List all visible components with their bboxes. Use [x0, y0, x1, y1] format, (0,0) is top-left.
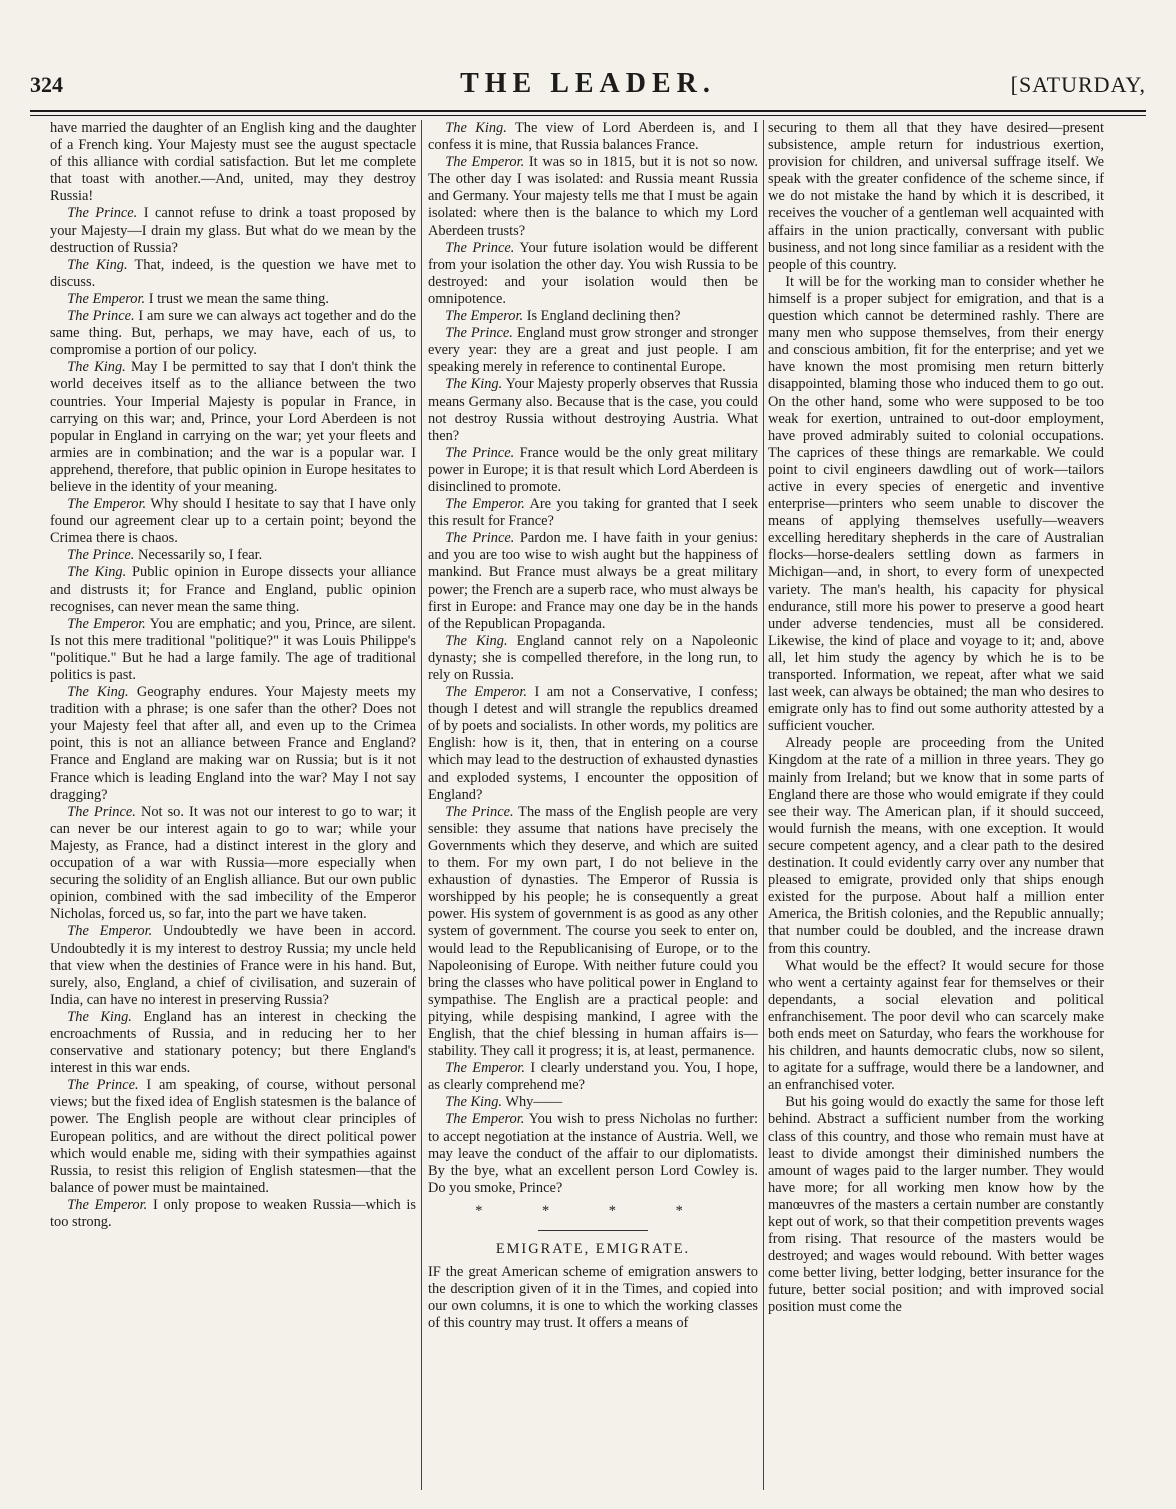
paragraph	[428, 240, 758, 308]
speaker-name: The King.	[67, 564, 127, 581]
paragraph	[50, 291, 416, 308]
speaker-name: The Prince.	[67, 308, 135, 325]
paragraph	[428, 325, 758, 376]
paragraph	[50, 1077, 416, 1197]
speaker-name: The Emperor.	[67, 1196, 148, 1213]
paragraph	[428, 530, 758, 633]
section-stars: * * * *	[475, 1202, 711, 1219]
paragraph-text: Geography endures. Your Majesty meets my tradition with a phrase; is one safer than the other? Does not your Majesty feel that after all, and even up to the Crimea point, this is not an alliance between France and England? France and England are making war on Russia; but is it not France which is leading England into the war? May I not say dragging?	[50, 684, 416, 803]
paragraph-text: Your Majesty properly observes that Russia means Germany also. Because that is the case, you could not destroy Russia without destroying Austria. What then?	[428, 376, 758, 444]
paragraph	[428, 445, 758, 496]
paragraph	[50, 359, 416, 496]
paragraph-text: I am not a Conservative, I confess; though I detest and will strangle the republics dreamed of by poets and socialists. In other words, my politics are English: how is it, then, that in entering on a course which may lead to the destruction of exhausted dynasties and exploded systems, I encounter the opposition of England?	[428, 684, 758, 803]
paragraph-text: England has an interest in checking the encroachments of Russia, and in reducing her to her conservative and stationary potency; but there England's interest in this war ends.	[50, 1008, 416, 1077]
column-divider	[421, 120, 422, 1490]
paragraph-text: It will be for the working man to consider whether he himself is a proper subject for emigration, and that is a question which cannot be determined rashly. There are many men who suppose themselves, from their energy and conscious ambition, fit for the enterprise; and yet we have known the most promising men return bitterly disappointed, blaming those who induced them to go out. On the other hand, some who were supposed to be too weak for exertion, untrained to out-door employment, have proved admirably suited to colonial occupations. The caprices of these things are remarkable. We could point to civil engineers dawdling out of work—tailors active in every species of energetic and inventive enterprise—printers who seem unable to discover the means of applying themselves usefully—weavers excelling hereditary shepherds in the care of Australian flocks—horse-dealers settling down as farmers in Michigan—and, in short, to every form of unexpected variety. The man's health, his capacity for physical endurance, still more his power to preserve a good heart under adverse tendencies, must all be considered. Likewise, the kind of place and voyage to it; and, above all, let him study the agency by which he is to be transported. Information, we repeat, after what we said last week, can always be obtained; the man who desires to emigrate only has to find out some authority attested by a sufficient voucher.	[768, 273, 1104, 735]
speaker-name: The King.	[445, 120, 507, 136]
speaker-name: The King.	[445, 1094, 503, 1111]
speaker-name: The Prince.	[67, 803, 136, 820]
speaker-name: The Emperor.	[445, 1060, 525, 1077]
article-heading: EMIGRATE, EMIGRATE.	[495, 1241, 691, 1257]
paragraph-text: Undoubtedly we have been in accord. Undoubtedly it is my interest to destroy Russia; my uncle held that view when the destinies of France were in his hand. But, surely, also, England, a chief of civilisation, and suzerain of India, can have no interest in preserving Russia?	[50, 923, 416, 1008]
paragraph-text: I clearly understand you. You, I hope, as clearly comprehend me?	[428, 1060, 758, 1094]
paragraph-text: I am speaking, of course, without personal views; but the fixed idea of English statesmen is the balance of power. The English people are without clear principles of European politics, and are without the direct political power which would enable me, siding with their sympathies against Russia, to resist this religion of English statesmen—that the balance of power must be maintained.	[50, 1077, 416, 1196]
speaker-name: The Prince.	[445, 444, 515, 461]
paragraph	[50, 547, 416, 564]
paragraph-text: I trust we mean the same thing.	[148, 290, 329, 307]
paragraph-text: France would be the only great military power in Europe; it is that result which Lord Aberdeen is disinclined to promote.	[428, 444, 758, 495]
paragraph-text: Pardon me. I have faith in your genius: and you are too wise to wish aught but the happiness of mankind. But France must always be a great military power; the French are a superb race, who must always be first in Europe: and France may one day be in the hands of the Republican Propaganda.	[428, 530, 758, 632]
speaker-name: The Prince.	[445, 325, 513, 342]
paragraph	[428, 633, 758, 684]
speaker-name: The Emperor.	[445, 684, 527, 701]
paragraph	[50, 120, 416, 205]
paragraph	[428, 1111, 758, 1196]
speaker-name: The Prince.	[67, 1077, 139, 1094]
issue-day: [SATURDAY,	[1010, 72, 1146, 97]
paragraph-text: What would be the effect? It would secure for those who went a certainty against fear for themselves or their dependants, a social elevation and political enfranchisement. The poor devil who can scarcely make both ends meet on Saturday, who fears the workhouse for his children, and haunts democratic clubs, now so silent, to agitate for a suffrage, would there be a landowner, and an enfranchised voter.	[768, 957, 1104, 1094]
paragraph-text: Why should I hesitate to say that I have only found our agreement clear up to a certain point; beyond the Crimea there is chaos.	[50, 496, 416, 547]
column-divider	[763, 120, 764, 1490]
paragraph	[428, 804, 758, 1060]
paragraph	[50, 564, 416, 615]
speaker-name: The Emperor.	[445, 496, 525, 513]
paragraph	[50, 257, 416, 291]
section-rule	[538, 1230, 648, 1231]
paragraph-text: securing to them all that they have desired—present subsistence, ample return for industrious exertion, provision for children, and universal suffrage itself. We speak with the greater confidence of the scheme since, if we do not mistake the hand by which it is described, it receives the voucher of a gentleman well acquainted with affairs in the union practically, conversant with public business, and not long since familiar as a resident with the people of this country.	[768, 120, 1104, 273]
speaker-name: The Prince.	[445, 803, 514, 820]
speaker-name: The Emperor.	[445, 154, 525, 171]
paragraph-text: Your future isolation would be different from your isolation the other day. You wish Russia to be destroyed: and your isolation would then be omnipotence.	[428, 239, 758, 307]
paragraph-text: You wish to press Nicholas no further: to accept negotiation at the instance of Austria. Well, we may leave the conduct of the affair to our diplomatists. By the bye, what an excellent person Lord Cowley is. Do you smoke, Prince?	[428, 1111, 758, 1196]
paragraph	[768, 958, 1104, 1095]
paragraph	[50, 1009, 416, 1077]
paragraph	[50, 308, 416, 359]
paragraph-text: You are emphatic; and you, Prince, are silent. Is not this mere traditional "politique?" it was Louis Philippe's "politique." But he had a large family. The age of traditional politics is past.	[50, 615, 416, 683]
paragraph-text: Is England declining then?	[526, 308, 681, 325]
paragraph	[50, 684, 416, 804]
paragraph-text: Not so. It was not our interest to go to war; it can never be our interest again to go to war; while your Majesty, as France, had a distinct interest in the glory and occupation of a war with Russia—more especially when securing the solidity of an English alliance. But our own public opinion, combined with the sad imbecility of the Emperor Nicholas, forced us, so far, into the part we have taken.	[50, 803, 416, 923]
speaker-name: The King.	[445, 632, 508, 649]
header-rule	[30, 110, 1146, 112]
paragraph-text: But his going would do exactly the same for those left behind. Abstract a sufficient number from the working class of this country, and those who remain must have at least to divide amongst their diminished numbers the amount of wages paid to the larger number. They would have more; for all working men know how by the manœuvres of the masters a certain number are constantly kept out of work, so that their competition prevents wages from rising. That resource of the masters would be destroyed; and wages would rebound. With better wages come better living, better lodging, better insurance for the future, better social position; and with improved social position must come the	[768, 1094, 1104, 1316]
paragraph-text: I only propose to weaken Russia—which is too strong.	[50, 1196, 416, 1230]
speaker-name: The Prince.	[67, 547, 135, 564]
paragraph-text: England cannot rely on a Napoleonic dynasty; she is compelled therefore, in the long run, to rely on Russia.	[428, 632, 758, 683]
paragraph	[768, 735, 1104, 957]
speaker-name: The King.	[67, 359, 126, 376]
paragraph	[428, 496, 758, 530]
speaker-name: The Emperor.	[67, 615, 146, 632]
paragraph	[428, 1094, 758, 1111]
paragraph-text: Already people are proceeding from the United Kingdom at the rate of a million in three years. They go mainly from Ireland; but we know that in some parts of England there are those who would emigrate if they could see their way. The American plan, if it should succeed, would furnish the means, with one exception. It would secure competent agency, and a clear path to the desired destination. It could evidently carry over any number that pleased to emigrate, provided only that ships enough existed for the purpose. About half a million enter America, the British colonies, and the Republic annually; that number could be doubled, and the increase drawn from this country.	[768, 735, 1104, 957]
paragraph-text: Why——	[505, 1094, 563, 1111]
paragraph-text: May I be permitted to say that I don't think the world deceives itself as to the alliance between the two countries. Your Imperial Majesty is popular in France, in carrying on this war; and, Prince, your Lord Aberdeen is not popular in England in carrying on the war; yet your fleets and armies are in combination; and the war is a popular war. I apprehend, therefore, that public opinion in Europe hesitates to believe in the identity of your meaning.	[50, 359, 416, 495]
paragraph	[428, 1060, 758, 1094]
header-rule-thin	[30, 115, 1146, 116]
paragraph-text: Are you taking for granted that I seek this result for France?	[428, 496, 758, 530]
speaker-name: The Emperor.	[67, 923, 153, 940]
speaker-name: The Prince.	[445, 530, 515, 547]
paragraph	[428, 308, 758, 325]
paragraph	[50, 923, 416, 1008]
paragraph	[50, 496, 416, 547]
paragraph-text: Public opinion in Europe dissects your alliance and distrusts it; for France and England, public opinion recognises, can never mean the same thing.	[50, 564, 416, 615]
paragraph-text: The mass of the English people are very sensible: they assume that nations have precisely the Governments which they deserve, and which are suited to them. For my own part, I do not believe in the exhaustion of dynasties. The Emperor of Russia is worshipped by his people; he is consequently a great power. His system of government is as good as any other system of government. The course you seek to enter on, would lead to the Republicanising of Europe, or to the Napoleonising of Europe. With neither future could you bring the classes who have political power in England to sympathise. The English are a practical people: and pitying, while despising mankind, I agree with the English, that the chief blessing in human affairs is—stability. They call it progress; it is, at least, permanence.	[428, 803, 758, 1060]
column-1	[50, 120, 416, 1490]
column-3	[768, 120, 1104, 1490]
paragraph-text: Necessarily so, I fear.	[138, 547, 263, 564]
speaker-name: The Prince.	[445, 239, 515, 256]
paragraph-text: I am sure we can always act together and do the same thing. But, perhaps, we may have, each of us, to compromise a portion of our policy.	[50, 308, 416, 359]
paragraph	[428, 376, 758, 444]
paragraph-text: I cannot refuse to drink a toast proposed by your Majesty—I drain my glass. But what do we mean by the destruction of Russia?	[50, 205, 416, 256]
speaker-name: The Emperor.	[445, 1111, 525, 1128]
paragraph	[768, 274, 1104, 736]
paragraph	[50, 1197, 416, 1231]
newspaper-title: THE LEADER.	[460, 68, 716, 99]
speaker-name: The Emperor.	[445, 308, 524, 325]
paragraph-text: It was so in 1815, but it is not so now. The other day I was isolated: and Russia meant Russia and Germany. Your majesty tells me that I must be again isolated: where then is the balance to which my Lord Aberdeen trusts?	[428, 154, 758, 239]
speaker-name: The Emperor.	[67, 496, 147, 513]
speaker-name: The Prince.	[67, 205, 138, 222]
page-number: 324	[30, 72, 63, 97]
speaker-name: The King.	[67, 1008, 132, 1025]
paragraph	[428, 684, 758, 804]
paragraph-text: That, indeed, is the question we have met to discuss.	[50, 256, 416, 290]
paragraph	[768, 1094, 1104, 1316]
paragraph	[50, 205, 416, 256]
paragraph-text: have married the daughter of an English king and the daughter of a French king. Your Majesty must see the august spectacle of this alliance with cordial satisfaction. But let me complete that toast with another.—And, united, may they destroy Russia!	[50, 120, 416, 205]
paragraph	[428, 120, 758, 154]
speaker-name: The King.	[67, 684, 129, 701]
masthead	[30, 68, 1146, 108]
paragraph-text: The view of Lord Aberdeen is, and I confess it is mine, that Russia balances France.	[428, 120, 758, 154]
paragraph	[50, 616, 416, 684]
article-intro: IF the great American scheme of emigration answers to the description given of it in the Times, and copied into our own columns, it is one to which the working classes of this country may trust. It offers a means of	[428, 1264, 758, 1332]
paragraph-text: England must grow stronger and stronger every year: they are a great and just people. I am speaking merely in reference to continental Europe.	[428, 325, 758, 376]
paragraph	[50, 804, 416, 924]
speaker-name: The Emperor.	[67, 290, 146, 307]
speaker-name: The King.	[67, 256, 128, 273]
paragraph	[768, 120, 1104, 274]
speaker-name: The King.	[445, 376, 503, 393]
dialogue-continued	[428, 120, 758, 1197]
column-2	[428, 120, 758, 1490]
paragraph	[428, 154, 758, 239]
